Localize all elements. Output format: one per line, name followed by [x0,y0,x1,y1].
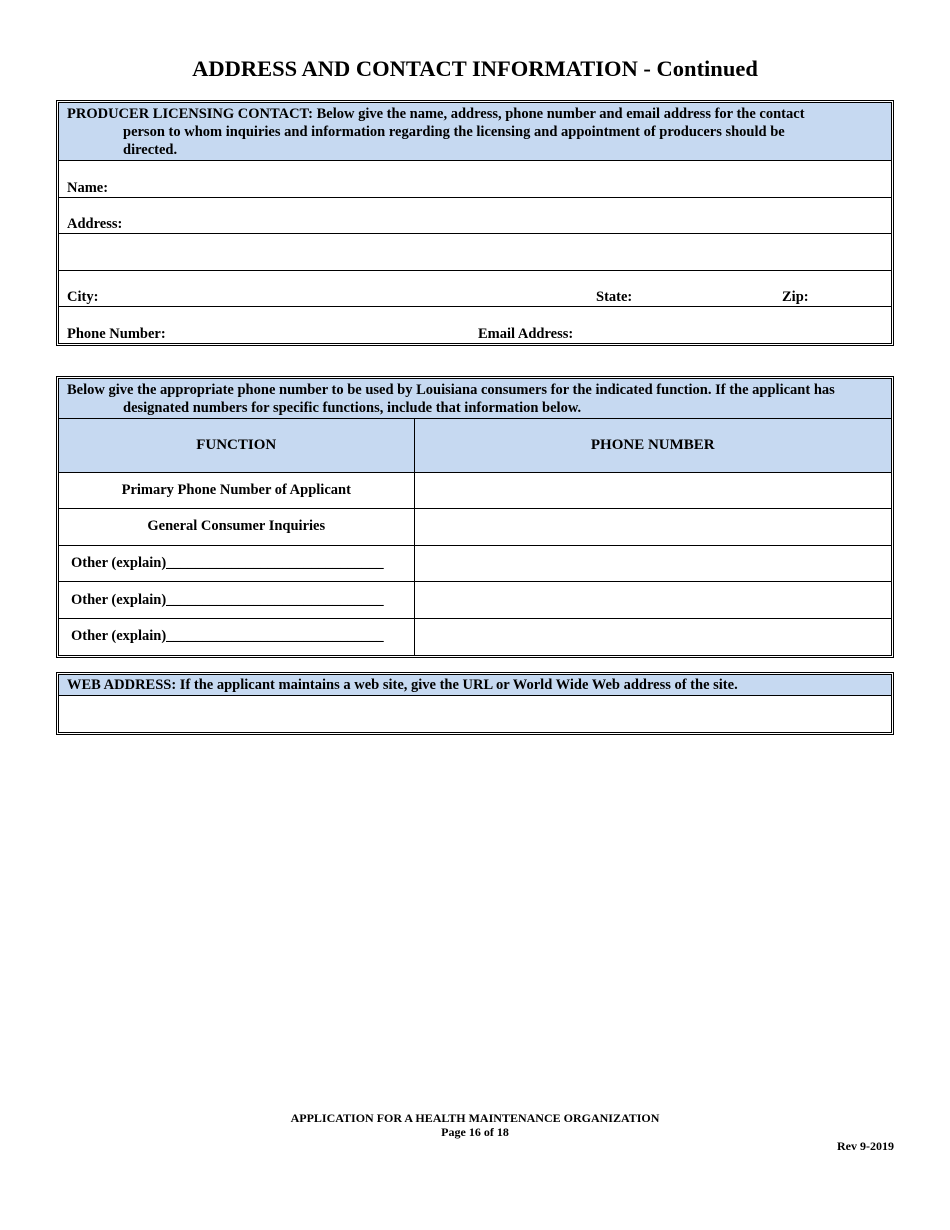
zip-label: Zip: [782,289,809,305]
function-cell: General Consumer Inquiries [59,509,414,546]
phone-number-column-header: PHONE NUMBER [414,419,891,472]
producer-licensing-header [59,103,891,160]
producer-licensing-section [56,100,894,346]
address-line2-field[interactable] [59,233,891,270]
other-explain-field[interactable]: Other (explain)______________________________ [59,545,414,582]
phone-number-field[interactable] [414,472,891,509]
table-row [59,618,891,655]
consumer-header-line1: Below give the appropriate phone number to be used by Louisiana consumers for the indicated function. If the applicant has [67,382,835,398]
state-label: State: [596,289,633,305]
page-title: ADDRESS AND CONTACT INFORMATION - Continued [192,56,758,81]
footer-title: APPLICATION FOR A HEALTH MAINTENANCE ORGANIZATION [290,1111,660,1125]
table-header-row [59,419,891,472]
web-address-section [56,672,894,735]
function-phone-table [59,419,891,655]
web-address-header: WEB ADDRESS: If the applicant maintains a web site, give the URL or World Wide Web address of the site. [59,675,891,696]
phone-number-field[interactable] [414,618,891,655]
table-row [59,472,891,509]
function-column-header: FUNCTION [59,419,414,472]
producer-header-line2: person to whom inquiries and information regarding the licensing and appointment of producers should be [123,124,785,140]
name-field-row[interactable] [59,160,891,197]
other-explain-field[interactable]: Other (explain)______________________________ [59,582,414,619]
phone-email-row[interactable] [59,306,891,343]
producer-header-line3: directed. [123,142,178,158]
web-address-field[interactable] [59,696,891,732]
revision-label: Rev 9-2019 [837,1139,894,1153]
producer-header-line1: PRODUCER LICENSING CONTACT: Below give the name, address, phone number and email address for the contact [67,106,805,122]
page-number: Page 16 of 18 [441,1125,509,1139]
city-state-zip-row[interactable] [59,270,891,307]
name-label: Name: [67,179,109,196]
address-field-row[interactable] [59,197,891,234]
consumer-phone-header [59,379,891,419]
phone-number-label: Phone Number: [67,325,166,342]
table-row [59,582,891,619]
city-label: City: [67,289,99,305]
consumer-header-line2: designated numbers for specific functions, include that information below. [123,400,582,416]
email-address-label: Email Address: [478,325,574,342]
function-cell: Primary Phone Number of Applicant [59,472,414,509]
address-label: Address: [67,216,123,232]
phone-number-field[interactable] [414,509,891,546]
other-explain-field[interactable]: Other (explain)______________________________ [59,618,414,655]
consumer-phone-section [56,376,894,658]
phone-number-field[interactable] [414,582,891,619]
phone-number-field[interactable] [414,545,891,582]
table-row [59,509,891,546]
table-row [59,545,891,582]
